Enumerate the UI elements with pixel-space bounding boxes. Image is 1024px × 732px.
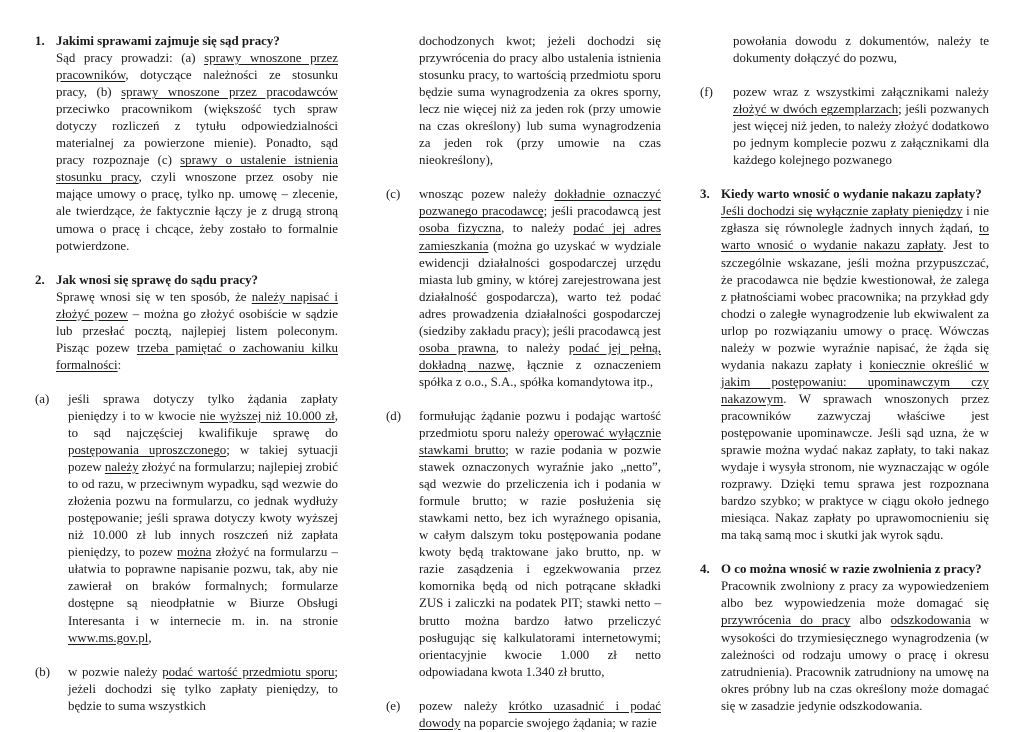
section-3-body [721,203,989,544]
text: – można go złożyć osobiście w sądzie lub przesłać pocztą, najlepiej listem poleconym. Pisząc pozew [56,306,338,355]
underlined-text: operować wyłącznie stawkami brutto [419,425,661,458]
section-1-title: Jakimi sprawami zajmuje się sąd pracy? [56,34,280,48]
text: formułując żądanie pozwu i podając wartość przedmiotu sporu należy [419,408,661,440]
section-4-body [721,578,989,714]
underlined-text: trzeba pamiętać o zachowaniu kilku formalności [56,340,338,372]
section-1-body [56,50,338,255]
text: , to sąd najczęściej kwalifikuje sprawę do [68,408,338,440]
underlined-text: podać wartość przedmiotu sporu [162,664,335,679]
underlined-text: przywrócenia do pracy [721,613,851,628]
text: Sąd pracy prowadzi: (a) [56,51,205,66]
text: , dotyczące należności ze stosunku pracy, (b) [56,68,338,100]
text: powołania dowodu z dokumentów, należy te dokumenty dołączyć do pozwu, [733,34,989,66]
column-1 [35,33,338,715]
underlined-text: krótko uzasadnić i podać dowody [419,698,661,730]
text: pozew wraz z wszystkimi załącznikami należy [733,85,989,100]
underlined-text: sprawy o ustalenie istnienia stosunku pracy [56,153,338,185]
text: ; w takiej sytuacji pozew [68,443,338,475]
list-label-b: (b) [35,664,51,679]
underlined-text: złożyć w dwóch egzemplarzach [733,102,899,117]
underlined-text: to warto wnosić o wydanie nakazu zapłaty [721,221,989,253]
section-3-title: Kiedy warto wnosić o wydanie nakazu zapłaty? [721,187,982,202]
text: , łącznie z oznaczeniem spółka z o.o., S.A., spółka komandytowa itp., [419,357,661,389]
text: ; jeśli pracodawcą jest [543,204,661,219]
text: w wysokości do trzymiesięcznego wynagrodzenia (w zależności od rodzaju umowy o pracę i okresu zatrudnienia). Pracownik zatrudniony na umowę na okres próbny lub na czas określony może domagać się w zasadzie jedynie odszkodowania. [721,613,989,713]
section-3-number: 3. [700,187,710,202]
text: Pracownik zwolniony z pracy za wypowiedzeniem albo bez wypowiedzenia może domagać się [721,579,989,611]
column-3 [700,33,989,715]
section-4-title: O co można wnosić w razie zwolnienia z pracy? [721,562,982,577]
text: ; jeśli pozwanych jest więcej niż jeden, to należy złożyć dodatkowo po jednym komplecie pozwu z załącznikami dla każdego kolejnego pozwanego [733,102,989,168]
underlined-text: należy [104,460,139,475]
section-2-body [56,289,338,374]
section-1 [35,33,338,255]
text: , czyli wnoszone przez osoby nie mające umowy o pracę, tylko np. umowę – zlecenie, ale twierdzące, że faktycznie łączy je z drugą stroną umowa o pracę i chcące, żeby zostało to formalnie potwierdzone. [56,170,339,253]
text: w pozwie należy [68,664,163,679]
text: złożyć na formularzu; najlepiej zrobić to od razu, w przeciwnym wypadku, sąd wezwie do złożenia pozwu na formularzu, co jednak wydłuży postępowanie; jeśli sprawa dotyczy kwoty wyższej niż 10.000 zł lub innych roszczeń niż zapłata pieniędzy, to pozew [68,460,338,560]
section-4 [700,561,989,714]
text: i nie zgłasza się równolegle żadnych innych żądań, [721,204,989,236]
underlined-text: Jeśli dochodzi się wyłącznie zapłaty pieniędzy [721,204,963,219]
list-item-b-continued [386,33,661,169]
underlined-text: podać jej adres zamieszkania [419,221,661,253]
text: , to należy [501,221,574,236]
text: , [148,630,152,645]
underlined-text: sprawy wnoszone przez pracowników [56,51,338,83]
text: wnosząc pozew należy [419,187,555,202]
text: złożyć na formularzu – ułatwia to poprawne napisanie pozwu, tak, aby nie zawierał on braków formalnych; formularze dostępne są nieodpłatnie w Biurze Obsługi Interesanta i w internecie m. in. na stronie [68,545,338,628]
list-label-d: (d) [386,408,402,423]
underlined-text: dokładnie oznaczyć pozwanego pracodawcę [419,187,662,219]
underlined-text: postępowania uproszczonego [68,443,227,458]
text: przeciwko pracownikom (większość tych spraw dotyczy rozliczeń z tytułu odpowiedzialności materialnej za powierzone mienie). Ponadto, sąd pracy rozpoznaje (c) [56,102,338,168]
text: albo [850,613,891,628]
list-label-c: (c) [386,187,401,202]
underlined-text: można [177,545,212,560]
list-item-e-continued [700,33,989,67]
section-2-number: 2. [35,272,45,287]
section-2 [35,272,338,374]
text: ; w razie podania w pozwie stawek oznaczonych wyraźnie jako „netto”, sąd wezwie do przeliczenia ich i podania w formule brutto; w razie posłużenia się stawkami netto, bez ich wyraźnego opisania, w całym dalszym toku postępowania podane kwoty będą traktowane jako brutto, np. w razie zasądzenia i egzekwowania przez komornika będą od nich potrącane składki ZUS i zaliczki na podatek PIT; stawki netto – brutto można bardzo łatwo przeliczyć posługując się kalkulatorami internetowymi; orientacyjnie kwocie 1.000 zł netto odpowiadana kwota 1.340 zł brutto, [419,443,662,679]
text: , to należy [495,340,569,355]
text: . W sprawach wnoszonych przez pracowników zazwyczaj właściwe jest postępowanie upominawcze. Jeśli sąd uzna, że w sprawie można wydać nakaz zapłaty, to taki nakaz wydaje i wysyła stronom, nie wyznaczając w ogóle rozprawy. Dzięki temu sprawa jest rozpoznana bardzo szybko; w praktyce w ciągu około jednego miesiąca. Nakaz zapłaty po uprawomocnieniu się ma taką samą moc i skutki jak wyrok sądu. [721,391,989,543]
column-2 [386,33,661,732]
list-item-f [700,84,989,169]
text: jeśli sprawa dotyczy tylko żądania zapłaty pieniędzy i to w kwocie [68,391,338,423]
text: (można go uzyskać w wydziale ewidencji działalności gospodarczej urzędu miasta lub gminy, w której zarejestrowana jest działalność gospodarcza), warto też podać adres prowadzenia działalności gospodarczej (siedziby zakładu pracy); jeśli pracodawcą jest [419,238,661,338]
website-link: www.ms.gov.pl [68,630,149,645]
text: Sprawę wnosi się w ten sposób, że [56,289,252,304]
underlined-text: koniecznie określić w jakim postępowaniu: upominawczym czy nakazowym [721,357,989,406]
text: : [117,357,122,372]
section-1-number: 1. [35,34,45,48]
list-item-e [386,698,661,732]
underlined-text: sprawy wnoszone przez pracodawców [121,85,338,100]
list-item-c [386,186,661,391]
underlined-text: odszkodowania [890,613,971,628]
underlined-text: podać jej pełną, dokładną nazwę [419,340,661,372]
list-item-d [386,408,661,681]
text: na poparcie swojego żądania; w razie [460,715,657,730]
list-item-b [35,664,338,715]
underlined-text: osoba prawna [419,340,496,355]
text: pozew należy [419,698,509,713]
section-4-number: 4. [700,562,710,577]
list-label-f: (f) [700,85,713,100]
list-label-e: (e) [386,698,401,713]
section-3 [700,186,989,544]
list-label-a: (a) [35,391,50,406]
underlined-text: należy napisać i złożyć pozew [56,289,338,321]
text: dochodzonych kwot; jeżeli dochodzi się przywrócenia do pracy albo ustalenia istnienia stosunku pracy, to wartością przedmiotu sporu będzie suma wynagrodzenia za okres sporny, lecz nie więcej niż za jeden rok (przy umowie na czas określony) lub suma wynagrodzenia za jeden rok (przy umowie na czas nieokreślony), [419,34,661,168]
text: . Jest to szczególnie wskazane, jeśli można przypuszczać, że pracodawca nie będzie kwestionował, że zalega z płatnościami wobec pracownika; na przykład gdy chodzi o zaległe wynagrodzenie lub ekwiwalent za urlop po rozwiązaniu umowy o pracę. Wówczas należy w pozwie wyraźnie napisać, że żąda się wydania nakazu zapłaty i [721,238,990,372]
list-item-a [35,391,338,647]
underlined-text: nie wyższej niż 10.000 zł [199,408,335,423]
underlined-text: osoba fizyczna [419,221,502,236]
section-2-title: Jak wnosi się sprawę do sądu pracy? [56,272,258,287]
text: ; jeżeli dochodzi się tylko zapłaty pieniędzy, to będzie to suma wszystkich [68,664,339,713]
